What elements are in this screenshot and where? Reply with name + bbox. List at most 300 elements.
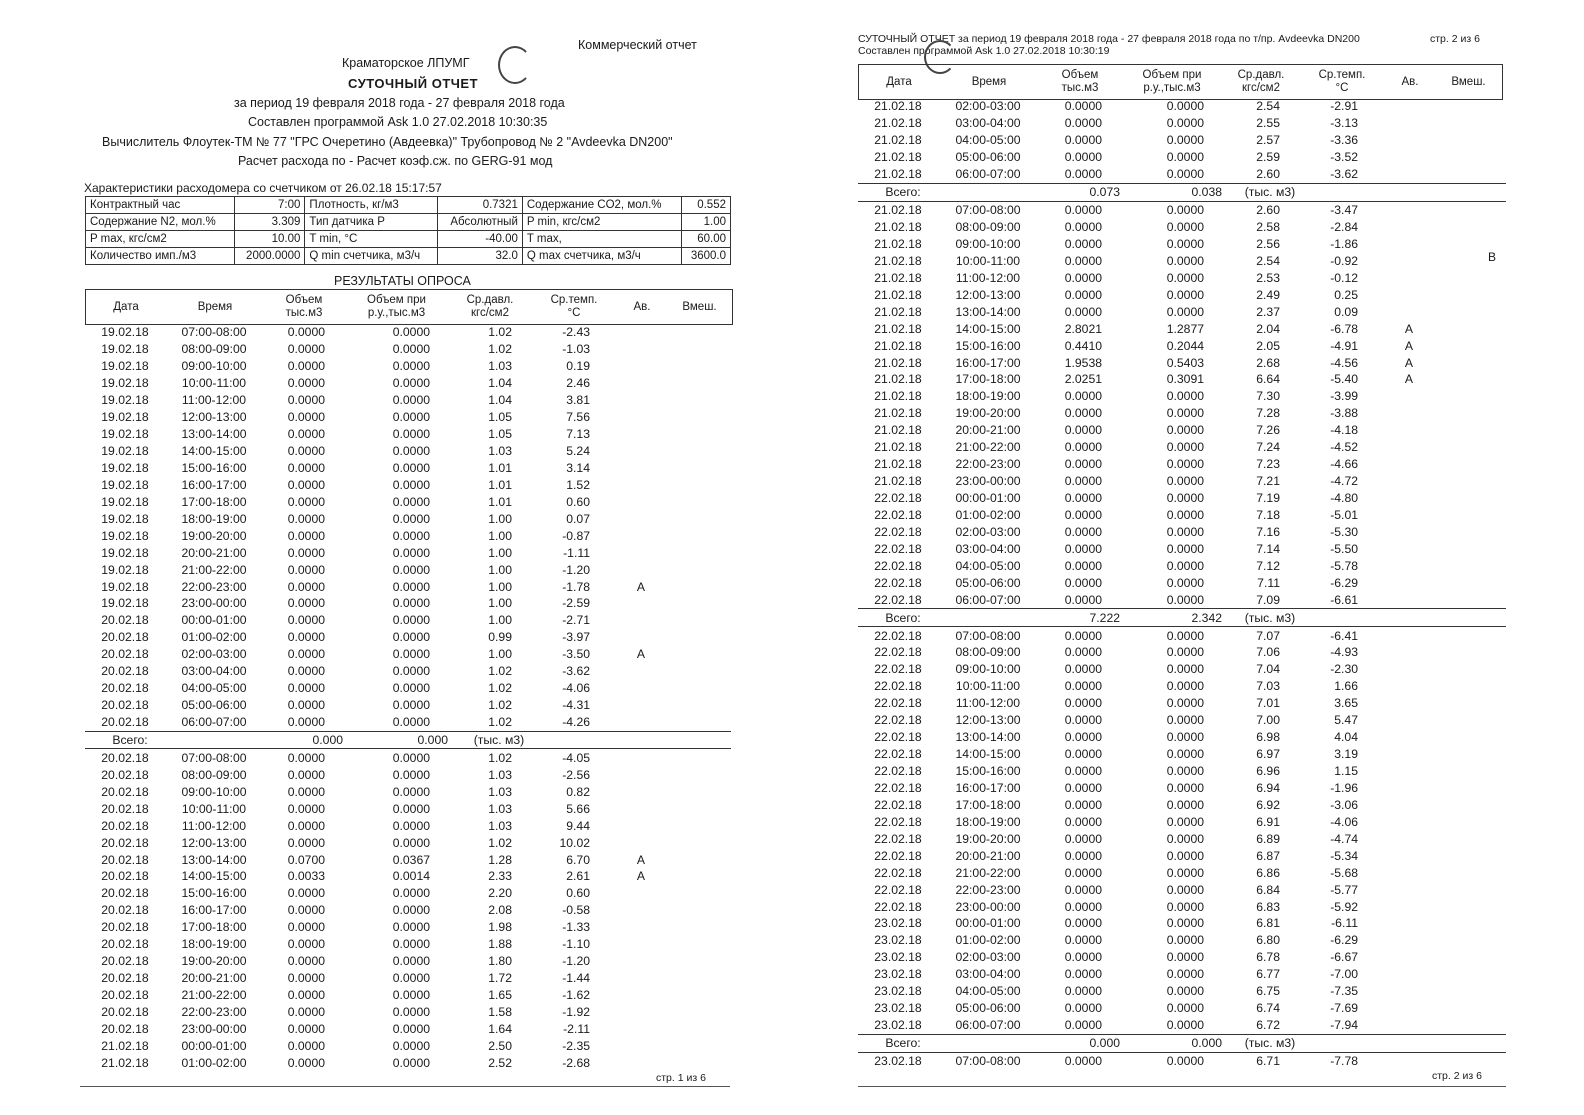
cell-date: 22.02.18	[874, 814, 922, 829]
cell-date: 21.02.18	[101, 1038, 149, 1053]
cell-temperature: -6.67	[1330, 950, 1358, 965]
cell-volume: 0.0000	[1064, 814, 1102, 829]
cell-volume-std: 0.0000	[1166, 933, 1204, 948]
col-date: Дата	[113, 300, 139, 313]
cell-temperature: -5.01	[1330, 507, 1358, 522]
cell-temperature: -2.84	[1330, 220, 1358, 235]
cell-date: 20.02.18	[101, 613, 149, 628]
cell-volume: 0.0000	[1064, 558, 1102, 573]
cell-volume: 0.0000	[1064, 967, 1102, 982]
cell-date: 21.02.18	[874, 99, 922, 114]
cell-volume-std: 0.0000	[392, 903, 430, 918]
cell-temperature: -6.61	[1330, 592, 1358, 607]
cell-time: 13:00-14:00	[181, 427, 247, 442]
cell-volume: 0.0000	[287, 1021, 325, 1036]
cell-volume: 0.0000	[1064, 167, 1102, 182]
cell-volume-std: 0.0000	[1166, 916, 1204, 931]
cell-volume: 0.0000	[287, 376, 325, 391]
col-alarm: Ав.	[1401, 75, 1419, 88]
report-page-1	[78, 0, 738, 1115]
cell-pressure: 2.49	[1256, 287, 1280, 302]
cell-volume-std: 0.0000	[392, 988, 430, 1003]
table-row	[85, 851, 731, 868]
cell-pressure: 1.01	[488, 477, 512, 492]
page-title: СУТОЧНЫЙ ОТЧЕТ	[348, 76, 479, 91]
cell-pressure: 1.01	[488, 460, 512, 475]
cell-date: 20.02.18	[101, 750, 149, 765]
cell-volume: 0.0000	[287, 750, 325, 765]
table-row	[858, 115, 1506, 132]
cell-temperature: -2.56	[562, 767, 590, 782]
cell-volume: 0.0000	[1064, 592, 1102, 607]
col-temperature-line: °C	[567, 307, 581, 319]
cell-temperature: -6.78	[1330, 321, 1358, 336]
cell-time: 09:00-10:00	[955, 236, 1021, 251]
table-row	[858, 1000, 1506, 1017]
table-row	[858, 405, 1506, 422]
table-row	[858, 456, 1506, 473]
cell-time: 12:00-13:00	[181, 410, 247, 425]
cell-volume: 0.0000	[287, 784, 325, 799]
cell-temperature: 1.52	[566, 477, 590, 492]
cell-volume: 0.0000	[287, 511, 325, 526]
cell-date: 21.02.18	[874, 372, 922, 387]
cell-pressure: 2.08	[488, 903, 512, 918]
cell-volume: 0.0000	[1064, 899, 1102, 914]
cell-date: 19.02.18	[101, 579, 149, 594]
cell-temperature: -3.97	[562, 630, 590, 645]
table-row	[858, 354, 1506, 371]
char-label: Тип датчика P	[305, 214, 438, 231]
cell-volume: 0.0000	[287, 681, 325, 696]
cell-volume-std: 0.0000	[392, 444, 430, 459]
cell-pressure: 1.03	[488, 359, 512, 374]
cell-temperature: -1.03	[562, 342, 590, 357]
cell-pressure: 1.02	[488, 664, 512, 679]
table-row	[858, 473, 1506, 490]
cell-time: 05:00-06:00	[955, 150, 1021, 165]
cell-volume-std: 0.0000	[1166, 304, 1204, 319]
cell-pressure: 2.55	[1256, 116, 1280, 131]
col-pressure-line: Ср.давл.	[1237, 69, 1285, 81]
cell-date: 21.02.18	[874, 389, 922, 404]
cell-volume-std: 0.2044	[1166, 338, 1204, 353]
cell-date: 20.02.18	[101, 698, 149, 713]
cell-time: 04:00-05:00	[955, 133, 1021, 148]
cell-volume-std: 0.0000	[1166, 950, 1204, 965]
cell-volume-std: 0.0000	[392, 460, 430, 475]
cell-temperature: 2.61	[566, 869, 590, 884]
table-row	[85, 358, 731, 375]
cell-temperature: -4.91	[1330, 338, 1358, 353]
table-row	[858, 661, 1506, 678]
table-row	[85, 561, 731, 578]
cell-date: 22.02.18	[874, 764, 922, 779]
table-row	[85, 443, 731, 460]
cell-pressure: 6.97	[1256, 747, 1280, 762]
cell-volume: 0.0000	[1064, 406, 1102, 421]
cell-pressure: 2.59	[1256, 150, 1280, 165]
table-row	[85, 510, 731, 527]
cell-volume: 0.0000	[1064, 524, 1102, 539]
cell-volume: 0.0000	[1064, 116, 1102, 131]
cell-pressure: 2.60	[1256, 167, 1280, 182]
cell-volume-std: 0.0000	[1166, 730, 1204, 745]
cell-volume-std: 0.0000	[1166, 679, 1204, 694]
cell-pressure: 7.16	[1256, 524, 1280, 539]
results-table-header	[85, 289, 733, 325]
char-value: -40.00	[438, 231, 523, 248]
table-row	[858, 303, 1506, 320]
cell-date: 22.02.18	[874, 780, 922, 795]
cell-time: 08:00-09:00	[955, 645, 1021, 660]
col-interference: Вмеш.	[1451, 75, 1486, 88]
cell-volume-std: 0.0000	[392, 750, 430, 765]
cell-temperature: -4.05	[562, 750, 590, 765]
cell-volume-std: 0.0000	[392, 545, 430, 560]
cell-temperature: -1.10	[562, 937, 590, 952]
cell-date: 21.02.18	[874, 304, 922, 319]
table-row	[858, 574, 1506, 591]
cell-volume: 0.0000	[287, 477, 325, 492]
cell-volume: 0.0000	[1064, 797, 1102, 812]
total-row	[858, 1034, 1506, 1053]
cell-pressure: 1.05	[488, 410, 512, 425]
cell-volume: 0.0000	[1064, 848, 1102, 863]
table-row	[85, 970, 731, 987]
table-row	[858, 371, 1506, 388]
cell-pressure: 7.06	[1256, 645, 1280, 660]
cell-volume: 0.0000	[1064, 236, 1102, 251]
cell-volume-std: 0.0000	[1166, 865, 1204, 880]
col-pressure	[449, 290, 531, 324]
cell-pressure: 1.03	[488, 818, 512, 833]
cell-volume: 0.0000	[287, 903, 325, 918]
cell-time: 14:00-15:00	[181, 869, 247, 884]
cell-time: 20:00-21:00	[955, 423, 1021, 438]
cell-time: 19:00-20:00	[955, 406, 1021, 421]
char-label: Содержание N2, мол.%	[86, 214, 235, 231]
total-label: Всего:	[885, 185, 921, 200]
cell-volume-std: 0.0000	[1166, 524, 1204, 539]
cell-temperature: -3.50	[562, 647, 590, 662]
cell-volume: 0.0033	[287, 869, 325, 884]
table-row	[85, 936, 731, 953]
cell-date: 20.02.18	[101, 869, 149, 884]
cell-time: 12:00-13:00	[181, 835, 247, 850]
cell-time: 01:00-02:00	[181, 1055, 247, 1070]
table-row	[85, 783, 731, 800]
table-row	[858, 388, 1506, 405]
total-volume: 0.000	[1089, 1036, 1120, 1051]
cell-temperature: 2.46	[566, 376, 590, 391]
total-label: Всего:	[112, 732, 148, 747]
cell-volume-std: 0.0000	[1166, 696, 1204, 711]
results-table-body	[858, 98, 1506, 1069]
table-row	[85, 1037, 731, 1054]
cell-time: 03:00-04:00	[955, 541, 1021, 556]
cell-time: 14:00-15:00	[955, 321, 1021, 336]
table-row	[85, 680, 731, 697]
cell-time: 23:00-00:00	[955, 474, 1021, 489]
cell-date: 20.02.18	[101, 988, 149, 1003]
cell-volume-std: 0.0000	[1166, 764, 1204, 779]
cell-pressure: 1.00	[488, 545, 512, 560]
cell-volume: 0.0000	[287, 698, 325, 713]
cell-date: 20.02.18	[101, 647, 149, 662]
cell-pressure: 1.00	[488, 613, 512, 628]
cell-temperature: -7.35	[1330, 984, 1358, 999]
cell-temperature: -4.66	[1330, 457, 1358, 472]
table-row	[858, 830, 1506, 847]
cell-time: 10:00-11:00	[955, 679, 1021, 694]
cell-temperature: -1.78	[562, 579, 590, 594]
char-value: 0.7321	[438, 197, 523, 214]
cell-date: 22.02.18	[874, 541, 922, 556]
cell-pressure: 6.71	[1256, 1053, 1280, 1068]
table-row	[85, 646, 731, 663]
cell-date: 22.02.18	[874, 713, 922, 728]
cell-date: 22.02.18	[874, 628, 922, 643]
cell-time: 08:00-09:00	[955, 220, 1021, 235]
cell-volume-std: 0.0000	[392, 376, 430, 391]
cell-time: 05:00-06:00	[955, 575, 1021, 590]
total-row	[85, 731, 731, 750]
cell-temperature: 3.14	[566, 460, 590, 475]
cell-pressure: 1.00	[488, 579, 512, 594]
table-row	[858, 763, 1506, 780]
cell-pressure: 1.00	[488, 562, 512, 577]
table-row	[858, 780, 1506, 797]
cell-date: 21.02.18	[874, 423, 922, 438]
table-row	[85, 392, 731, 409]
cell-date: 19.02.18	[101, 376, 149, 391]
cell-volume-std: 0.0000	[1166, 457, 1204, 472]
cell-volume-std: 0.0000	[1166, 984, 1204, 999]
table-row	[85, 953, 731, 970]
char-value: 10.00	[235, 231, 305, 248]
cell-volume-std: 0.0000	[392, 427, 430, 442]
cell-time: 09:00-10:00	[181, 359, 247, 374]
cell-temperature: -7.78	[1330, 1053, 1358, 1068]
cell-volume-std: 0.0000	[392, 886, 430, 901]
char-label: Q max счетчика, м3/ч	[522, 248, 681, 265]
table-row	[85, 544, 731, 561]
char-label: Контрактный час	[86, 197, 235, 214]
cell-volume: 0.0000	[1064, 541, 1102, 556]
cell-pressure: 2.50	[488, 1038, 512, 1053]
table-row	[858, 98, 1506, 115]
cell-volume-std: 0.0000	[392, 325, 430, 340]
table-row	[858, 949, 1506, 966]
cell-pressure: 0.99	[488, 630, 512, 645]
cell-time: 23:00-00:00	[955, 899, 1021, 914]
table-row	[85, 663, 731, 680]
cell-time: 03:00-04:00	[955, 116, 1021, 131]
cell-temperature: 3.19	[1334, 747, 1358, 762]
cell-pressure: 1.02	[488, 715, 512, 730]
meter-char-title: Характеристики расходомера со счетчиком от 26.02.18 15:17:57	[84, 181, 442, 195]
cell-volume-std: 0.0000	[392, 613, 430, 628]
cell-volume-std: 0.0000	[392, 1038, 430, 1053]
cell-temperature: -0.58	[562, 903, 590, 918]
cell-volume-std: 0.0000	[1166, 831, 1204, 846]
cell-volume: 2.8021	[1064, 321, 1102, 336]
cell-alarm: A	[1404, 372, 1414, 387]
cell-temperature: -3.52	[1330, 150, 1358, 165]
cell-pressure: 2.60	[1256, 203, 1280, 218]
cell-time: 01:00-02:00	[955, 933, 1021, 948]
cell-volume-std: 0.0000	[1166, 116, 1204, 131]
table-row	[858, 729, 1506, 746]
cell-volume-std: 0.0000	[392, 954, 430, 969]
cell-time: 08:00-09:00	[181, 342, 247, 357]
cell-date: 23.02.18	[874, 933, 922, 948]
char-value: 2000.0000	[235, 248, 305, 265]
cell-temperature: -3.13	[1330, 116, 1358, 131]
cell-time: 21:00-22:00	[955, 865, 1021, 880]
cell-date: 20.02.18	[101, 835, 149, 850]
cell-volume: 0.0000	[1064, 933, 1102, 948]
footer-rule	[80, 1086, 730, 1087]
col-pressure-line: кгс/см2	[1242, 82, 1280, 94]
cell-volume-std: 0.0000	[1166, 882, 1204, 897]
total-volume-std: 0.000	[417, 732, 448, 747]
table-row	[858, 983, 1506, 1000]
cell-pressure: 6.83	[1256, 899, 1280, 914]
cell-volume: 0.0000	[287, 954, 325, 969]
col-alarm: Ав.	[633, 300, 651, 313]
total-volume: 7.222	[1089, 610, 1120, 625]
cell-pressure: 7.19	[1256, 491, 1280, 506]
cell-volume-std: 0.0000	[392, 630, 430, 645]
cell-time: 11:00-12:00	[181, 393, 247, 408]
cell-pressure: 6.87	[1256, 848, 1280, 863]
cell-temperature: -1.96	[1330, 780, 1358, 795]
cell-volume-std: 0.0000	[392, 937, 430, 952]
cell-volume-std: 0.0000	[1166, 592, 1204, 607]
cell-volume-std: 0.0000	[1166, 747, 1204, 762]
table-row	[858, 202, 1506, 219]
cell-time: 22:00-23:00	[955, 882, 1021, 897]
cell-volume-std: 0.0000	[392, 971, 430, 986]
cell-volume: 0.0000	[287, 801, 325, 816]
cell-time: 07:00-08:00	[955, 203, 1021, 218]
col-time: Время	[197, 300, 233, 313]
cell-time: 02:00-03:00	[181, 647, 247, 662]
cell-pressure: 1.05	[488, 427, 512, 442]
cell-pressure: 1.00	[488, 647, 512, 662]
table-row	[85, 1054, 731, 1071]
cell-volume: 0.0000	[287, 630, 325, 645]
cell-date: 21.02.18	[874, 457, 922, 472]
results-table-header	[858, 64, 1503, 100]
cell-pressure: 1.02	[488, 835, 512, 850]
cell-volume-std: 0.0000	[392, 393, 430, 408]
cell-date: 22.02.18	[874, 662, 922, 677]
cell-volume: 0.0000	[287, 579, 325, 594]
char-value: 0.552	[682, 197, 731, 214]
report-type: Коммерческий отчет	[578, 38, 697, 52]
cell-pressure: 7.23	[1256, 457, 1280, 472]
cell-volume-std: 0.0000	[392, 579, 430, 594]
cell-volume-std: 0.0000	[1166, 203, 1204, 218]
cell-volume: 0.0000	[1064, 628, 1102, 643]
cell-pressure: 7.24	[1256, 440, 1280, 455]
cell-volume: 0.0000	[287, 767, 325, 782]
cell-date: 21.02.18	[874, 440, 922, 455]
cell-volume-std: 0.0000	[392, 767, 430, 782]
cell-volume-std: 0.0000	[392, 715, 430, 730]
total-volume-std: 0.038	[1191, 185, 1222, 200]
cell-pressure: 7.01	[1256, 696, 1280, 711]
cell-temperature: -5.34	[1330, 848, 1358, 863]
cell-time: 06:00-07:00	[955, 592, 1021, 607]
cell-date: 20.02.18	[101, 954, 149, 969]
cell-temperature: -7.00	[1330, 967, 1358, 982]
table-row	[85, 324, 731, 341]
cell-temperature: 5.24	[566, 444, 590, 459]
cell-date: 22.02.18	[874, 645, 922, 660]
col-volume-std-line: Объем при	[1142, 69, 1202, 81]
table-row	[858, 490, 1506, 507]
cell-volume: 0.0000	[287, 325, 325, 340]
cell-date: 22.02.18	[874, 558, 922, 573]
cell-volume-std: 0.0000	[1166, 899, 1204, 914]
cell-time: 02:00-03:00	[955, 950, 1021, 965]
cell-volume-std: 0.0000	[1166, 150, 1204, 165]
char-row	[86, 197, 731, 214]
cell-time: 19:00-20:00	[181, 954, 247, 969]
cell-pressure: 7.18	[1256, 507, 1280, 522]
cell-time: 18:00-19:00	[955, 389, 1021, 404]
cell-date: 19.02.18	[101, 460, 149, 475]
cell-temperature: -7.94	[1330, 1018, 1358, 1033]
cell-time: 16:00-17:00	[955, 780, 1021, 795]
cell-volume-std: 0.0000	[1166, 99, 1204, 114]
cell-volume-std: 0.0000	[1166, 848, 1204, 863]
cell-temperature: -3.47	[1330, 203, 1358, 218]
cell-volume: 0.0000	[1064, 696, 1102, 711]
cell-date: 19.02.18	[101, 494, 149, 509]
col-volume-std-line: Объем при	[367, 294, 426, 306]
cell-date: 22.02.18	[874, 848, 922, 863]
cell-date: 21.02.18	[874, 203, 922, 218]
cell-temperature: 0.09	[1334, 304, 1358, 319]
table-row	[858, 966, 1506, 983]
total-volume: 0.000	[312, 732, 343, 747]
col-temperature-line: Ср.темп.	[550, 294, 598, 306]
table-row	[858, 422, 1506, 439]
cell-temperature: -0.12	[1330, 270, 1358, 285]
cell-temperature: 0.19	[566, 359, 590, 374]
cell-date: 20.02.18	[101, 886, 149, 901]
cell-volume: 0.0000	[1064, 679, 1102, 694]
cell-temperature: -1.44	[562, 971, 590, 986]
cell-temperature: -4.52	[1330, 440, 1358, 455]
cell-volume: 0.0000	[1064, 713, 1102, 728]
cell-date: 22.02.18	[874, 831, 922, 846]
cell-volume-std: 0.0000	[1166, 220, 1204, 235]
cell-volume-std: 0.0000	[1166, 541, 1204, 556]
cell-alarm: A	[1404, 321, 1414, 336]
cell-volume: 0.0000	[287, 818, 325, 833]
cell-volume: 0.0000	[287, 342, 325, 357]
cell-date: 19.02.18	[101, 477, 149, 492]
table-row	[858, 166, 1506, 183]
cell-pressure: 2.56	[1256, 236, 1280, 251]
cell-date: 22.02.18	[874, 524, 922, 539]
